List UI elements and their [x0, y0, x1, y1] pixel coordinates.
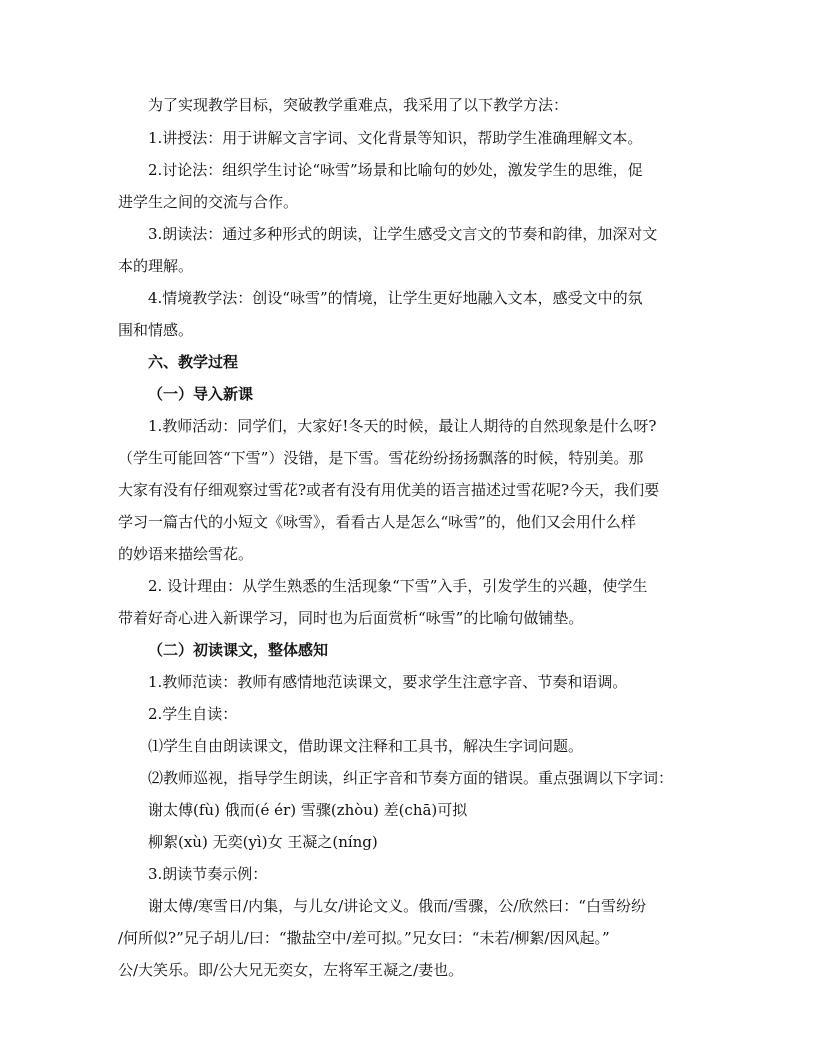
- rhythm-example-title: 3.朗读节奏示例：: [148, 865, 268, 883]
- method-2-line-2: 进学生之间的交流与合作。: [118, 193, 299, 211]
- section-heading-process: 六、教学过程: [148, 353, 239, 371]
- method-3-line-1: 3.朗读法：通过多种形式的朗读，让学生感受文言文的节奏和韵律，加深对文: [148, 225, 658, 243]
- teacher-activity-line-3: 大家有没有仔细观察过雪花?或者有没有用优美的语言描述过雪花呢?今天，我们要: [118, 481, 660, 499]
- model-reading: 1.教师范读：教师有感情地范读课文，要求学生注意字音、节奏和语调。: [148, 673, 628, 691]
- method-4-line-2: 围和情感。: [118, 321, 194, 339]
- self-reading-item-1: ⑴学生自由朗读课文，借助课文注释和工具书，解决生字词问题。: [148, 737, 584, 755]
- method-3-line-2: 本的理解。: [118, 257, 194, 275]
- teacher-activity-line-5: 的妙语来描绘雪花。: [118, 545, 254, 563]
- vocab-line-1: 谢太傅(fù) 俄而(é ér) 雪骤(zhòu) 差(chā)可拟: [148, 801, 468, 819]
- intro-paragraph: 为了实现教学目标，突破教学重难点，我采用了以下教学方法：: [148, 96, 569, 114]
- self-reading-title: 2.学生自读：: [148, 705, 238, 723]
- design-reason-line-2: 带着好奇心进入新课学习，同时也为后面赏析“咏雪”的比喻句做铺垫。: [118, 609, 584, 627]
- subsection-heading-intro: （一）导入新课: [148, 385, 254, 403]
- vocab-line-2: 柳絮(xù) 无奕(yì)女 王凝之(níng): [148, 833, 378, 851]
- rhythm-text-line-1: 谢太傅/寒雪日/内集，与儿女/讲论文义。俄而/雪骤，公/欣然曰：“白雪纷纷: [148, 897, 646, 915]
- teacher-activity-line-4: 学习一篇古代的小短文《咏雪》，看看古人是怎么“咏雪”的，他们又会用什么样: [118, 513, 636, 531]
- teacher-activity-line-1: 1.教师活动：同学们，大家好!冬天的时候，最让人期待的自然现象是什么呀?: [148, 417, 657, 435]
- method-1: 1.讲授法：用于讲解文言字词、文化背景等知识，帮助学生准确理解文本。: [148, 129, 643, 147]
- teacher-activity-line-2: （学生可能回答“下雪”）没错，是下雪。雪花纷纷扬扬飘落的时候，特别美。那: [118, 449, 644, 467]
- subsection-heading-first-reading: （二）初读课文，整体感知: [148, 641, 329, 659]
- method-4-line-1: 4.情境教学法：创设“咏雪”的情境，让学生更好地融入文本，感受文中的氛: [148, 289, 643, 307]
- rhythm-text-line-3: 公/大笑乐。即/公大兄无奕女，左将军王凝之/妻也。: [118, 961, 464, 979]
- self-reading-item-2: ⑵教师巡视，指导学生朗读，纠正字音和节奏方面的错误。重点强调以下字词：: [148, 769, 674, 787]
- design-reason-line-1: 2. 设计理由：从学生熟悉的生活现象“下雪”入手，引发学生的兴趣，使学生: [148, 577, 648, 595]
- method-2-line-1: 2.讨论法：组织学生讨论“咏雪”场景和比喻句的妙处，激发学生的思维，促: [148, 161, 643, 179]
- rhythm-text-line-2: /何所似?”兄子胡儿/曰：“撒盐空中/差可拟。”兄女曰：“未若/柳絮/因风起。”: [118, 929, 610, 947]
